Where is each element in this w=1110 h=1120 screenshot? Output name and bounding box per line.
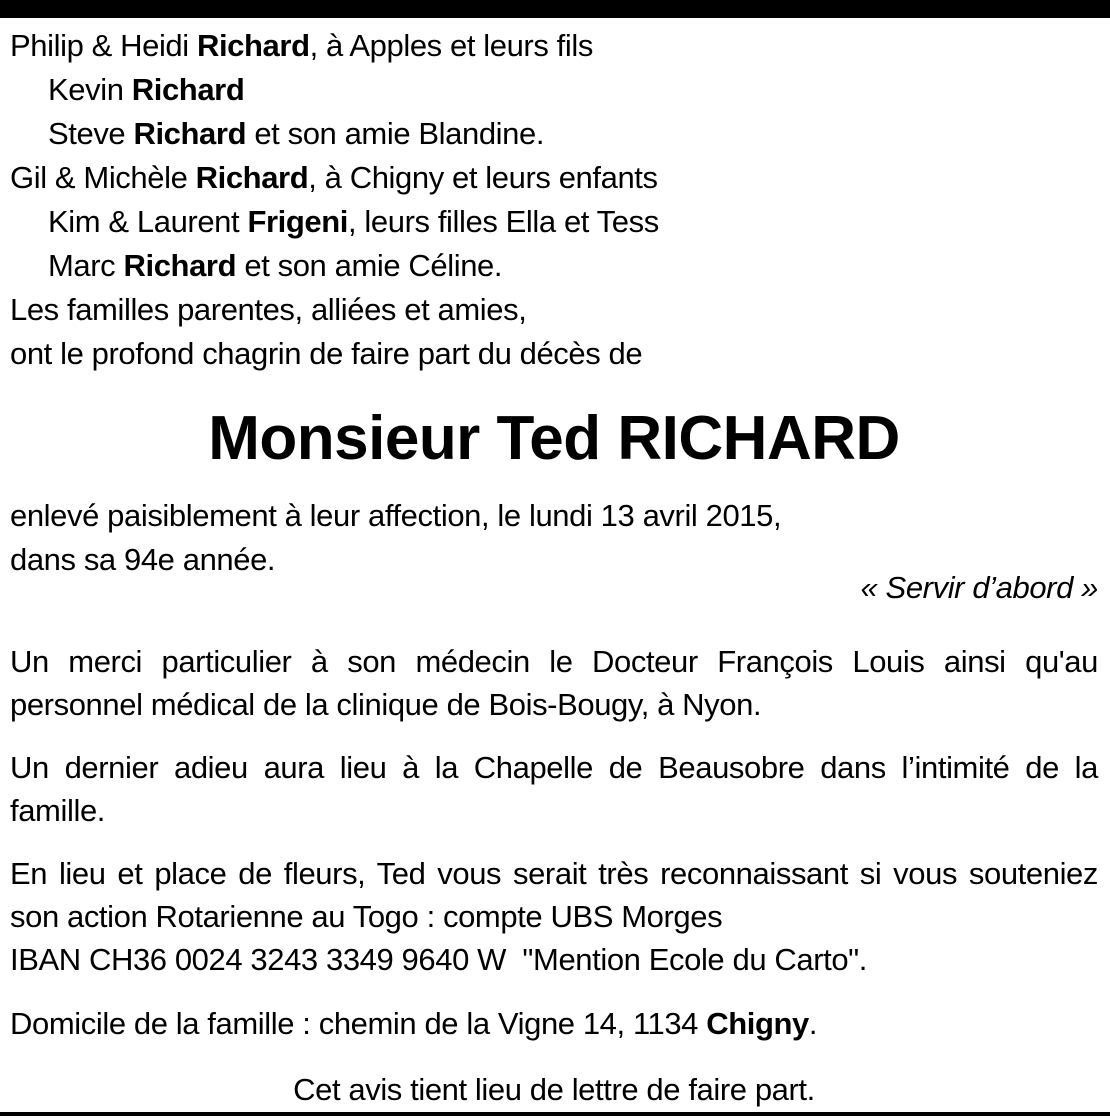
bottom-rule	[0, 1112, 1110, 1116]
donation-iban: IBAN CH36 0024 3243 3349 9640 W "Mention Ecole du Carto".	[10, 942, 868, 977]
farewell-paragraph: Un dernier adieu aura lieu à la Chapelle de Beausobre dans l’intimité de la famille.	[10, 750, 1098, 828]
details-line-2: dans sa 94e année.	[10, 542, 276, 577]
donation-paragraph	[10, 852, 1098, 982]
family-line-1: Philip & Heidi Richard, à Apples et leurs fils	[10, 28, 593, 63]
family-line-3: Steve Richard et son amie Blandine.	[48, 116, 545, 151]
family-line-6: Marc Richard et son amie Céline.	[48, 248, 503, 283]
intro-line-1: Les familles parentes, alliées et amies,	[10, 292, 527, 327]
deceased-name: Monsieur Ted RICHARD	[208, 404, 900, 473]
domicile-place: Chigny	[706, 1006, 809, 1041]
family-line-2: Kevin Richard	[48, 72, 245, 107]
family-surname: Richard	[131, 72, 245, 107]
family-line-4: Gil & Michèle Richard, à Chigny et leurs enfants	[10, 160, 658, 195]
family-surname: Richard	[133, 116, 247, 151]
family-surname: Richard	[195, 160, 309, 195]
family-line-5: Kim & Laurent Frigeni, leurs filles Ella et Tess	[48, 204, 659, 239]
death-notice	[10, 24, 1098, 1112]
family-surname: Frigeni	[247, 204, 348, 239]
details-line-1: enlevé paisiblement à leur affection, le lundi 13 avril 2015,	[10, 498, 782, 533]
family-domicile: Domicile de la famille : chemin de la Vigne 14, 1134 Chigny.	[10, 1006, 818, 1041]
motto: « Servir d’abord »	[860, 570, 1098, 605]
closing-note: Cet avis tient lieu de lettre de faire part.	[293, 1072, 815, 1107]
thanks-paragraph: Un merci particulier à son médecin le Docteur François Louis ainsi qu'au personnel médical de la clinique de Bois-Bougy, à Nyon.	[10, 644, 1098, 722]
family-surname: Richard	[123, 248, 237, 283]
donation-text: En lieu et place de fleurs, Ted vous serait très reconnaissant si vous souteniez son action Rotarienne au Togo : compte UBS Morges	[10, 856, 1098, 934]
family-surname: Richard	[196, 28, 310, 63]
top-rule	[0, 0, 1110, 18]
intro-line-2: ont le profond chagrin de faire part du décès de	[10, 336, 643, 371]
